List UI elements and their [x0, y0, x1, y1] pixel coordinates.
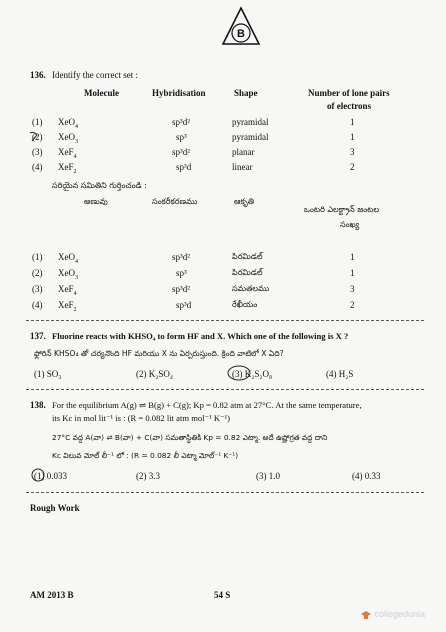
q137-question: Fluorine reacts with KHSO₄ to form HF and X. Which one of the following is X ?	[52, 331, 349, 341]
pen-mark-option-3	[226, 364, 252, 382]
graduation-cap-icon	[360, 610, 372, 620]
header-shape: Shape	[234, 88, 258, 98]
te-header-hybridisation: సంకరీకరణము	[152, 197, 198, 206]
table-row: (1) XeO$_4$ sp³d² pyramidal 1	[32, 117, 355, 130]
q138-option-2: (2) 3.3	[136, 471, 160, 481]
header-molecule: Molecule	[84, 88, 119, 98]
q136-te-question: సరియైన సమితిని గుర్తించండి :	[52, 181, 147, 190]
q137-number: 137.	[30, 331, 46, 341]
watermark: collegedunia	[360, 609, 425, 620]
table-row: (1) XeO$_4$ sp³d² పిరమిడల్ 1	[32, 252, 355, 265]
te-header-lone-pairs: ఒంటరి ఎలక్ట్రాన్ జంటల	[304, 205, 380, 214]
q137-option-4: (4) H₂S	[326, 369, 354, 379]
header-hybridisation: Hybridisation	[152, 88, 206, 98]
rough-work-label: Rough Work	[30, 503, 80, 513]
te-header-lone-pairs-2: సంఖ్య	[340, 220, 360, 229]
q136-number: 136.	[30, 70, 46, 80]
table-row: (3) XeF$_4$ sp³d² planar 3	[32, 147, 355, 160]
q138-line-1: For the equilibrium A(g) ⇌ B(g) + C(g); Kp = 0.82 atm at 27°C. At the same temperature,	[52, 400, 362, 410]
pen-tick-mark	[28, 129, 42, 143]
q138-line-2: its Kc in mol lit⁻¹ is : (R = 0.082 lit atm mol⁻¹ K⁻¹)	[52, 413, 231, 423]
header-lone-pairs: Number of lone pairs	[308, 88, 390, 98]
page-number: 54 S	[214, 590, 231, 600]
q136-question: Identify the correct set :	[52, 70, 138, 80]
set-letter: B	[237, 28, 245, 40]
q138-te-line-2: Kc విలువ మోల్ లీ⁻¹ లో : (R = 0.082 లీ ఎట్మా మోల్⁻¹ K⁻¹)	[52, 451, 239, 460]
q137-option-2: (2) K₂SO₄	[136, 369, 174, 379]
paper-code: AM 2013 B	[30, 590, 74, 600]
q138-option-3: (3) 1.0	[256, 471, 280, 481]
q137-option-1: (1) SO₃	[34, 369, 62, 379]
q137-option-3: (3) K₂S₂O₈	[232, 369, 273, 379]
q138-number: 138.	[30, 400, 46, 410]
table-row: (3) XeF$_4$ sp³d² సమతలము 3	[32, 284, 355, 297]
divider	[26, 389, 424, 390]
q138-option-1: (1) 0.033	[34, 471, 67, 481]
table-row: (4) XeF$_2$ sp³d రేఖీయం 2	[32, 300, 355, 313]
table-row: (2) XeO$_3$ sp³ pyramidal 1	[32, 132, 355, 145]
q137-te-question: ఫ్లోరిన్ KHSO₄ తో చర్యనొంది HF మరియు X ను ఏర్పరుస్తుంది. క్రింది వాటిలో X ఏది?	[34, 349, 284, 358]
divider	[26, 320, 424, 321]
header-lone-pairs-2: of electrons	[327, 101, 372, 111]
te-header-molecule: అణువు	[84, 197, 108, 206]
q138-option-4: (4) 0.33	[352, 471, 381, 481]
pen-mark-option-1	[30, 467, 46, 483]
table-row: (4) XeF$_2$ sp³d linear 2	[32, 162, 355, 175]
divider	[26, 492, 424, 493]
table-row: (2) XeO$_3$ sp³ పిరమిడల్ 1	[32, 268, 355, 281]
te-header-shape: ఆకృతి	[234, 197, 255, 206]
q138-te-line-1: 27°C వద్ద A(వా) ⇌ B(వా) + C(వా) సమతాస్థితికి Kp = 0.82 ఎట్మా. అదే ఉష్ణోగ్రత వద్ద దాని	[52, 433, 328, 442]
